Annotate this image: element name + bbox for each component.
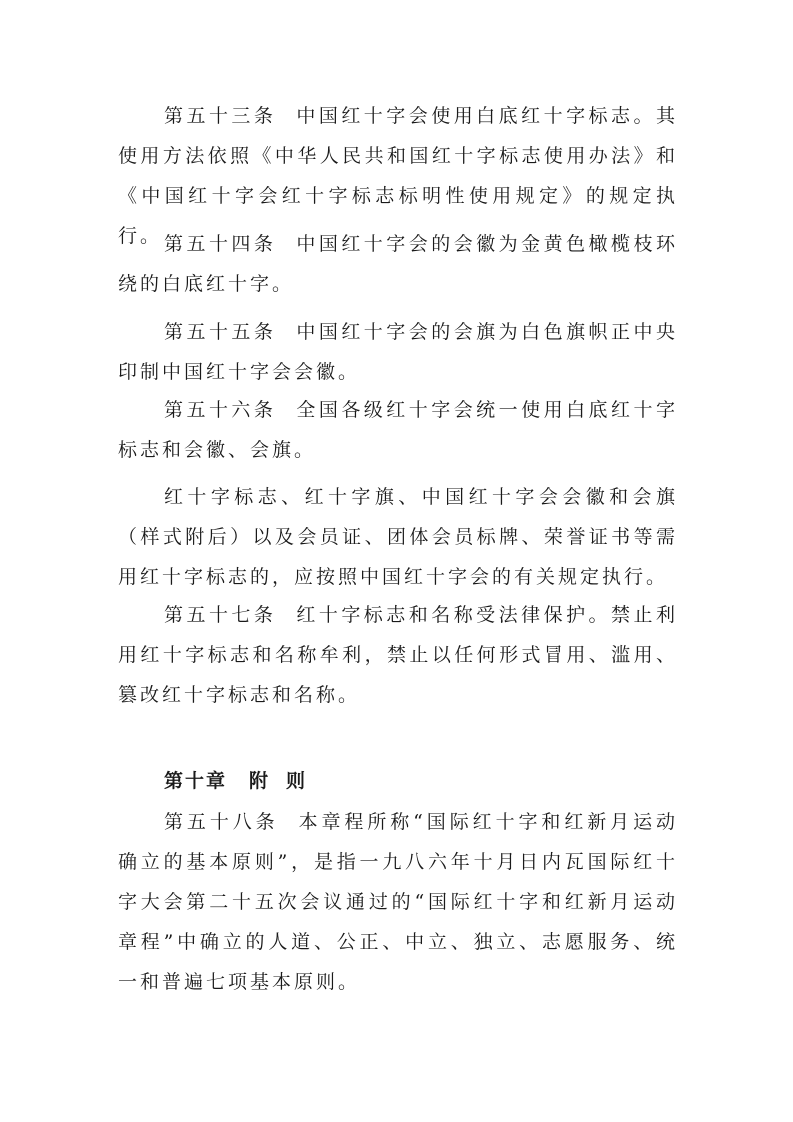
article-number: 第五十四条: [164, 233, 277, 255]
article-56-continuation-paragraph: [118, 477, 678, 597]
article-58-paragraph: [118, 802, 678, 1002]
article-56-paragraph: [118, 390, 678, 470]
chapter-heading: [164, 761, 307, 801]
article-number: 第五十五条: [164, 321, 277, 343]
chapter-title-part1: 附: [249, 770, 271, 792]
article-number: 第五十六条: [164, 399, 277, 421]
article-text: 中国红十字会的会旗为白色旗帜正中央印制中国红十字会会徽。: [118, 321, 678, 383]
article-54-paragraph: [118, 224, 678, 304]
article-55-paragraph: [118, 312, 678, 392]
chapter-number: 第十章: [164, 770, 228, 792]
paragraph-text: 红十字标志、红十字旗、中国红十字会会徽和会旗（样式附后）以及会员证、团体会员标牌、荣誉证书等需用红十字标志的，应按照中国红十字会的有关规定执行。: [118, 486, 678, 588]
article-number: 第五十八条: [164, 811, 279, 833]
article-57-paragraph: [118, 595, 678, 715]
article-text: 中国红十字会的会徽为金黄色橄榄枝环绕的白底红十字。: [118, 233, 678, 295]
article-text: 本章程所称“国际红十字和红新月运动确立的基本原则”，是指一九八六年十月日内瓦国际红十字大会第二十五次会议通过的“国际红十字和红新月运动章程”中确立的人道、公正、中立、独立、志愿服务、统一和普遍七项基本原则。: [118, 811, 678, 993]
article-text: 全国各级红十字会统一使用白底红十字标志和会徽、会旗。: [118, 399, 678, 461]
article-number: 第五十七条: [164, 604, 277, 626]
article-text: 中国红十字会使用白底红十字标志。其使用方法依照《中华人民共和国红十字标志使用办法》和《中国红十字会红十字标志标明性使用规定》的规定执行。: [118, 105, 678, 247]
article-text: 红十字标志和名称受法律保护。禁止利用红十字标志和名称牟利，禁止以任何形式冒用、滥用、篡改红十字标志和名称。: [118, 604, 678, 706]
article-number: 第五十三条: [164, 105, 277, 127]
chapter-title-part2: 则: [286, 770, 308, 792]
